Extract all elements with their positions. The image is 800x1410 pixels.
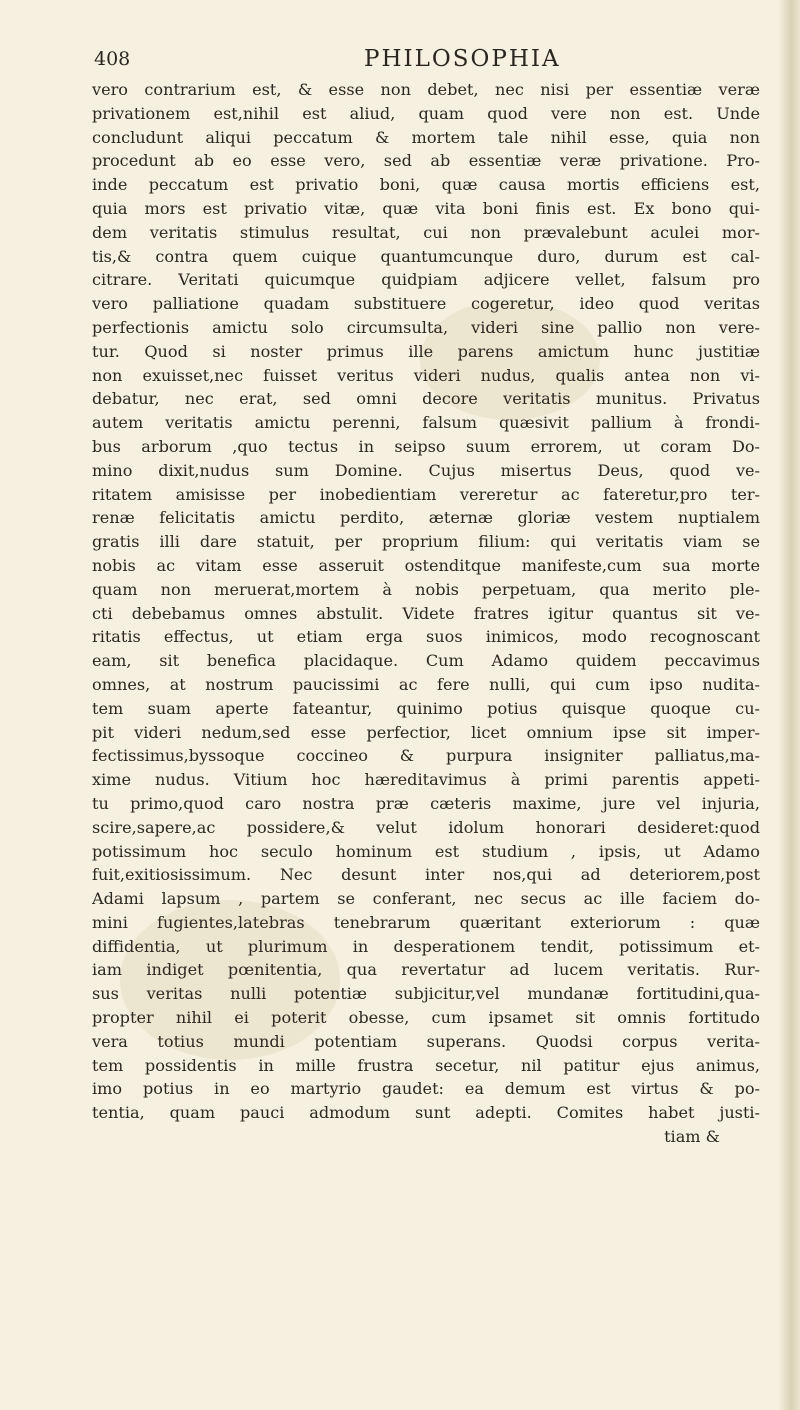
page-header [94, 48, 754, 78]
page-edge [778, 0, 800, 1410]
text-line: gratis illi dare statuit, per proprium filium: qui veritatis viam se [92, 532, 760, 552]
text-line: tis,& contra quem cuique quantumcunque duro, durum est cal- [92, 246, 760, 266]
text-line: omnes, at nostrum paucissimi ac fere nulli, qui cum ipso nudita- [92, 674, 760, 694]
text-line: tem possidentis in mille frustra secetur, nil patitur ejus animus, [92, 1055, 760, 1075]
text-line: privationem est,nihil est aliud, quam quod vere non est. Unde [92, 103, 760, 123]
text-line: propter nihil ei poterit obesse, cum ipsamet sit omnis fortitudo [92, 1008, 760, 1028]
text-line: pit videri nedum,sed esse perfectior, licet omnium ipse sit imper- [92, 722, 760, 742]
text-line: debatur, nec erat, sed omni decore veritatis munitus. Privatus [92, 389, 760, 409]
text-line: quia mors est privatio vitæ, quæ vita boni finis est. Ex bono qui- [92, 198, 760, 218]
text-line: procedunt ab eo esse vero, sed ab essentiæ veræ privatione. Pro- [92, 151, 760, 171]
text-line: Adami lapsum , partem se conferant, nec secus ac ille faciem do- [92, 889, 760, 909]
text-line: inde peccatum est privatio boni, quæ causa mortis efficiens est, [92, 175, 760, 195]
text-line: perfectionis amictu solo circumsulta, videri sine pallio non vere- [92, 317, 760, 337]
text-line: vero contrarium est, & esse non debet, nec nisi per essentiæ veræ [92, 80, 760, 99]
text-line: sus veritas nulli potentiæ subjicitur,vel mundanæ fortitudini,qua- [92, 984, 760, 1004]
page-number: 408 [94, 48, 131, 70]
text-line: concludunt aliqui peccatum & mortem tale nihil esse, quia non [92, 127, 760, 147]
text-line: citrare. Veritati quicumque quidpiam adjicere vellet, falsum pro [92, 270, 760, 290]
catchword: tiam & [664, 1127, 720, 1147]
running-head: PHILOSOPHIA [364, 46, 561, 72]
text-line: mini fugientes,latebras tenebrarum quæritant exteriorum : quæ [92, 912, 760, 932]
text-line: nobis ac vitam esse asseruit ostenditque manifeste,cum sua morte [92, 555, 760, 575]
text-line: fectissimus,byssoque coccineo & purpura insigniter palliatus,ma- [92, 746, 760, 766]
text-line: tem suam aperte fateantur, quinimo potius quisque quoque cu- [92, 698, 760, 718]
text-line: vera totius mundi potentiam superans. Quodsi corpus verita- [92, 1031, 760, 1051]
body-text [92, 78, 760, 1149]
text-line: fuit,exitiosissimum. Nec desunt inter nos,qui ad deteriorem,post [92, 865, 760, 885]
text-line: autem veritatis amictu perenni, falsum quæsivit pallium à frondi- [92, 413, 760, 433]
text-line: renæ felicitatis amictu perdito, æternæ gloriæ vestem nuptialem [92, 508, 760, 528]
text-line: ritatis effectus, ut etiam erga suos inimicos, modo recognoscant [92, 627, 760, 647]
text-line: ritatem amisisse per inobedientiam vereretur ac fateretur,pro ter- [92, 484, 760, 504]
text-line: iam indiget pœnitentia, qua revertatur ad lucem veritatis. Rur- [92, 960, 760, 980]
text-line: tu primo,quod caro nostra præ cæteris maxime, jure vel injuria, [92, 793, 760, 813]
text-line: diffidentia, ut plurimum in desperationem tendit, potissimum et- [92, 936, 760, 956]
text-line: xime nudus. Vitium hoc hæreditavimus à primi parentis appeti- [92, 770, 760, 790]
text-line: tur. Quod si noster primus ille parens amictum hunc justitiæ [92, 341, 760, 361]
text-line: imo potius in eo martyrio gaudet: ea demum est virtus & po- [92, 1079, 760, 1099]
text-line: dem veritatis stimulus resultat, cui non prævalebunt aculei mor- [92, 222, 760, 242]
text-line: scire,sapere,ac possidere,& velut idolum honorari desideret:quod [92, 817, 760, 837]
text-line: non exuisset,nec fuisset veritus videri nudus, qualis antea non vi- [92, 365, 760, 385]
text-line: tentia, quam pauci admodum sunt adepti. Comites habet justi- [92, 1103, 760, 1123]
text-line: cti debebamus omnes abstulit. Videte fratres igitur quantus sit ve- [92, 603, 760, 623]
text-line: potissimum hoc seculo hominum est studium , ipsis, ut Adamo [92, 841, 760, 861]
text-line: vero palliatione quadam substituere cogeretur, ideo quod veritas [92, 294, 760, 314]
text-line: eam, sit benefica placidaque. Cum Adamo quidem peccavimus [92, 651, 760, 671]
text-line: bus arborum ,quo tectus in seipso suum errorem, ut coram Do- [92, 436, 760, 456]
text-line: quam non meruerat,mortem à nobis perpetuam, qua merito ple- [92, 579, 760, 599]
text-line: mino dixit,nudus sum Domine. Cujus misertus Deus, quod ve- [92, 460, 760, 480]
